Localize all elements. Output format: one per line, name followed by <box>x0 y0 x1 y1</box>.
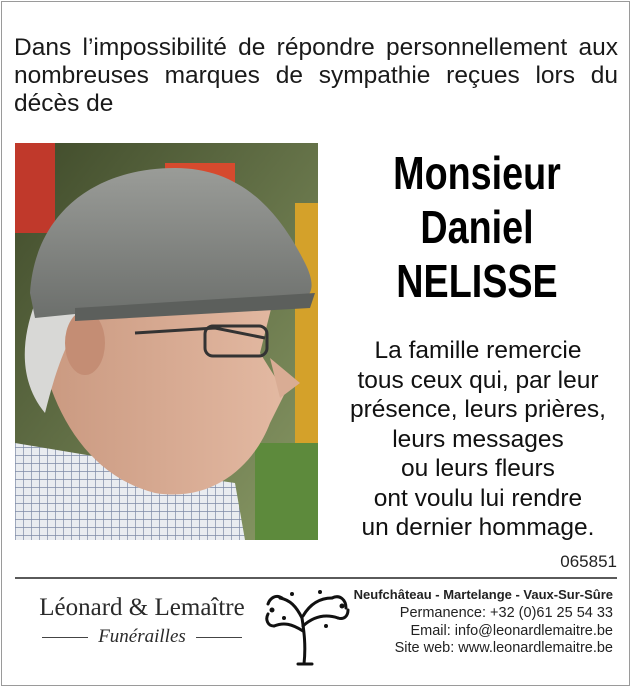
towns: Neufchâteau - Martelange - Vaux-Sur-Sûre <box>353 587 613 602</box>
email-link[interactable]: Email: info@leonardlemaitre.be <box>410 622 613 639</box>
funeral-home-subtitle-row <box>22 626 262 648</box>
thanks-line: présence, leurs prières, <box>349 396 606 423</box>
divider <box>15 577 617 579</box>
thanks-line: La famille remercie <box>374 337 582 364</box>
website-link[interactable]: Site web: www.leonardlemaitre.be <box>394 640 613 656</box>
thanks-line: un dernier hommage. <box>361 514 595 541</box>
portrait-photo <box>15 143 318 540</box>
decorative-line <box>42 637 88 638</box>
thanks-line: ou leurs fleurs <box>401 455 555 482</box>
funeral-home-subtitle: Funérailles <box>98 626 186 647</box>
intro-text: Dans l’impossibilité de répondre personnellement aux nombreuses marques de sympathie reçues lors du décès de <box>14 34 618 117</box>
thanks-line: leurs messages <box>392 425 564 453</box>
tree-icon <box>262 586 352 666</box>
funeral-home-contact <box>343 585 613 658</box>
deceased-last-name: NELISSE <box>396 255 558 307</box>
decorative-line <box>196 637 242 638</box>
thanks-line: ont voulu lui rendre <box>373 484 583 512</box>
deceased-title: Monsieur <box>393 147 561 199</box>
thanks-line: tous ceux qui, par leur <box>357 366 599 394</box>
permanence-phone: Permanence: +32 (0)61 25 54 33 <box>399 605 613 621</box>
thanks-message <box>330 336 626 543</box>
funeral-home-name: Léonard & Lemaître <box>39 594 245 621</box>
reference-number: 065851 <box>560 552 617 571</box>
funeral-home-brand <box>22 592 262 648</box>
deceased-first-name: Daniel <box>420 201 534 253</box>
deceased-name <box>363 146 591 308</box>
